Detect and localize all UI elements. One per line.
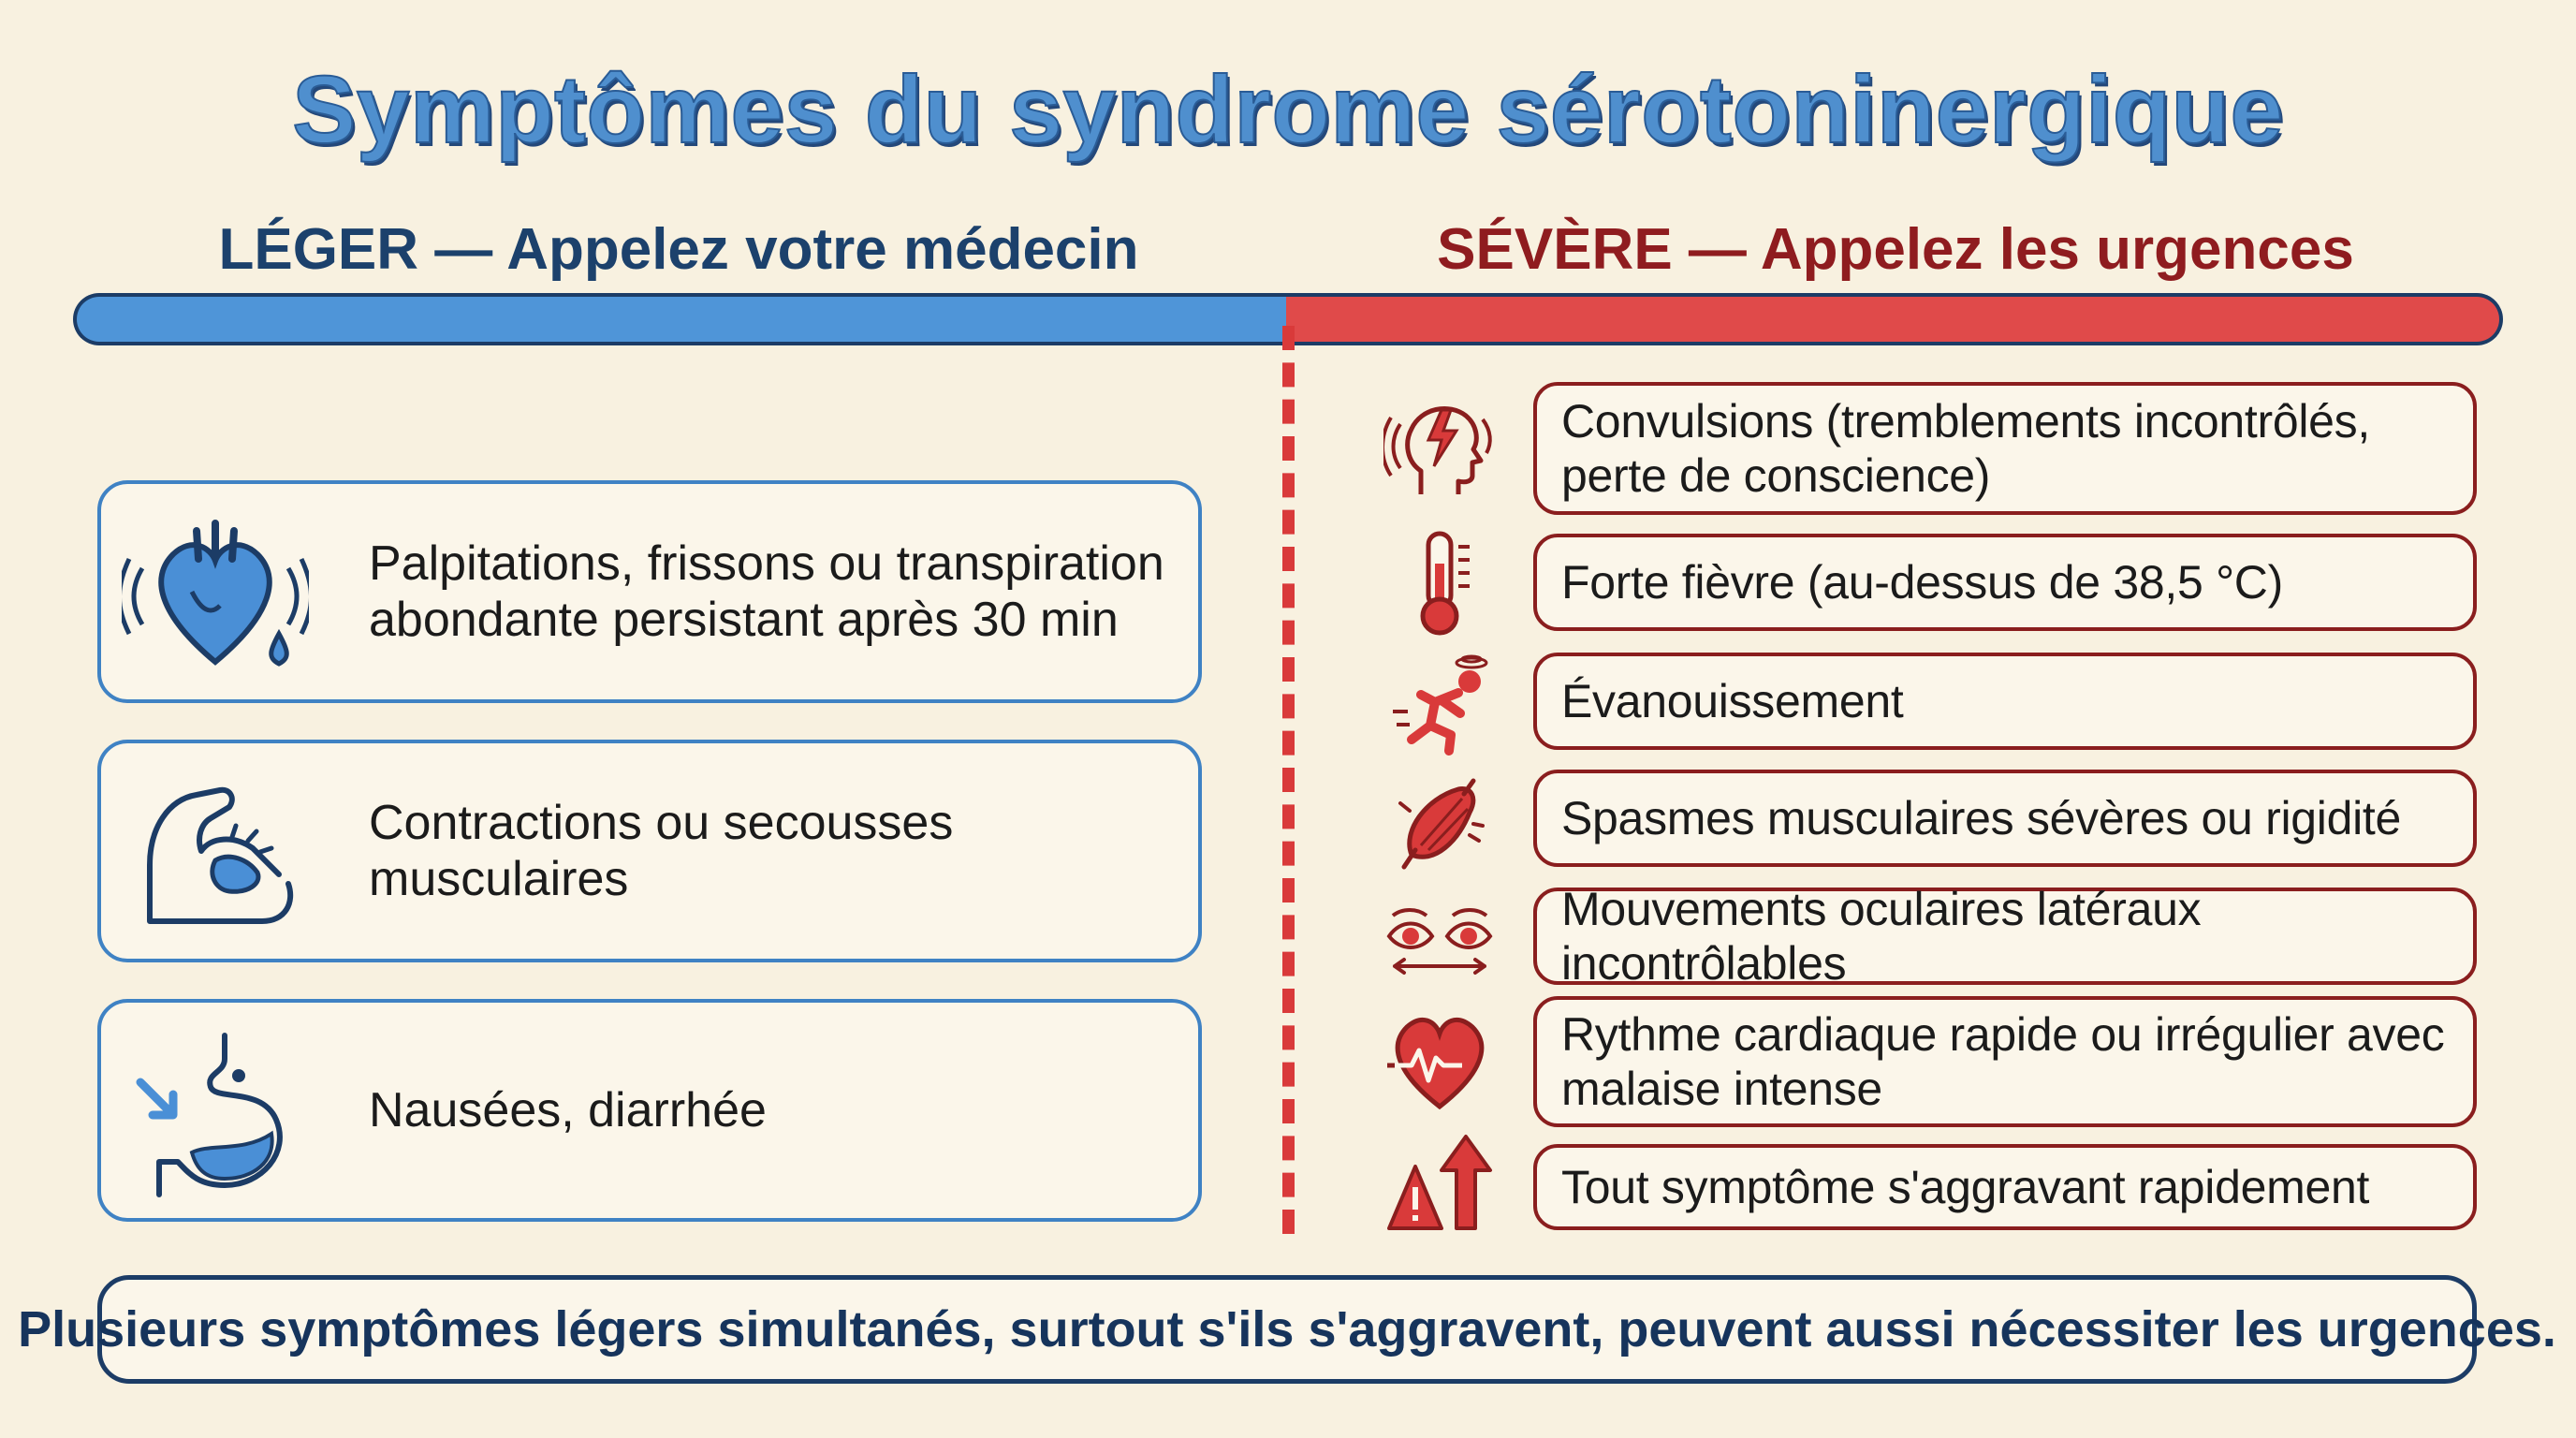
warning-arrow-icon	[1383, 1129, 1496, 1241]
severe-card-eyes	[1533, 883, 2477, 990]
mild-card-nausea	[97, 999, 1202, 1222]
bottom-note: Plusieurs symptômes légers simultanés, surtout s'ils s'aggravent, peuvent aussi nécessiter les urgences.	[97, 1275, 2477, 1384]
severe-card-fainting	[1533, 653, 2477, 750]
mild-card-palpitations	[97, 480, 1202, 703]
mild-item-text: Contractions ou secousses musculaires	[369, 796, 954, 906]
page-title: Symptômes du syndrome sérotoninergique	[292, 56, 2284, 163]
severe-item-text: Spasmes musculaires sévères ou rigidité	[1561, 792, 2402, 844]
heart-ecg-icon	[1383, 1004, 1496, 1116]
thermometer-icon	[1383, 526, 1496, 638]
mild-item-text: Nausées, diarrhée	[369, 1083, 767, 1137]
severe-card-convulsions	[1533, 382, 2477, 515]
severe-item-text: Tout symptôme s'aggravant rapidement	[1561, 1161, 2370, 1213]
severe-card-worsening	[1533, 1144, 2477, 1230]
severe-item-text: Convulsions (tremblements incontrôlés, perte de conscience)	[1561, 395, 2370, 502]
mild-heading: LÉGER — Appelez votre médecin	[218, 217, 1139, 282]
head-lightning-icon	[1383, 391, 1496, 504]
severe-item-text: Mouvements oculaires latéraux incontrôlables	[1561, 883, 2202, 990]
severe-card-spasms	[1533, 770, 2477, 867]
mild-item-text: Palpitations, frissons ou transpiration abondante persistant après 30 min	[369, 536, 1164, 647]
muscle-spasm-icon	[1383, 766, 1496, 878]
stomach-icon	[122, 1021, 309, 1199]
column-divider	[1282, 326, 1295, 1234]
heart-palpitation-icon	[122, 503, 309, 681]
mild-card-muscle	[97, 740, 1202, 962]
flexed-arm-icon	[122, 762, 309, 940]
severe-card-fever	[1533, 534, 2477, 631]
severe-severity-bar	[1286, 293, 2503, 345]
mild-severity-bar	[73, 293, 1290, 345]
severe-card-heart-rate	[1533, 996, 2477, 1127]
fainting-person-icon	[1383, 646, 1496, 758]
severe-item-text: Évanouissement	[1561, 675, 1904, 727]
severe-item-text: Rythme cardiaque rapide ou irrégulier avec malaise intense	[1561, 1008, 2445, 1115]
severe-heading: SÉVÈRE — Appelez les urgences	[1437, 217, 2354, 282]
severe-item-text: Forte fièvre (au-dessus de 38,5 °C)	[1561, 556, 2283, 609]
eyes-movement-icon	[1383, 880, 1496, 992]
